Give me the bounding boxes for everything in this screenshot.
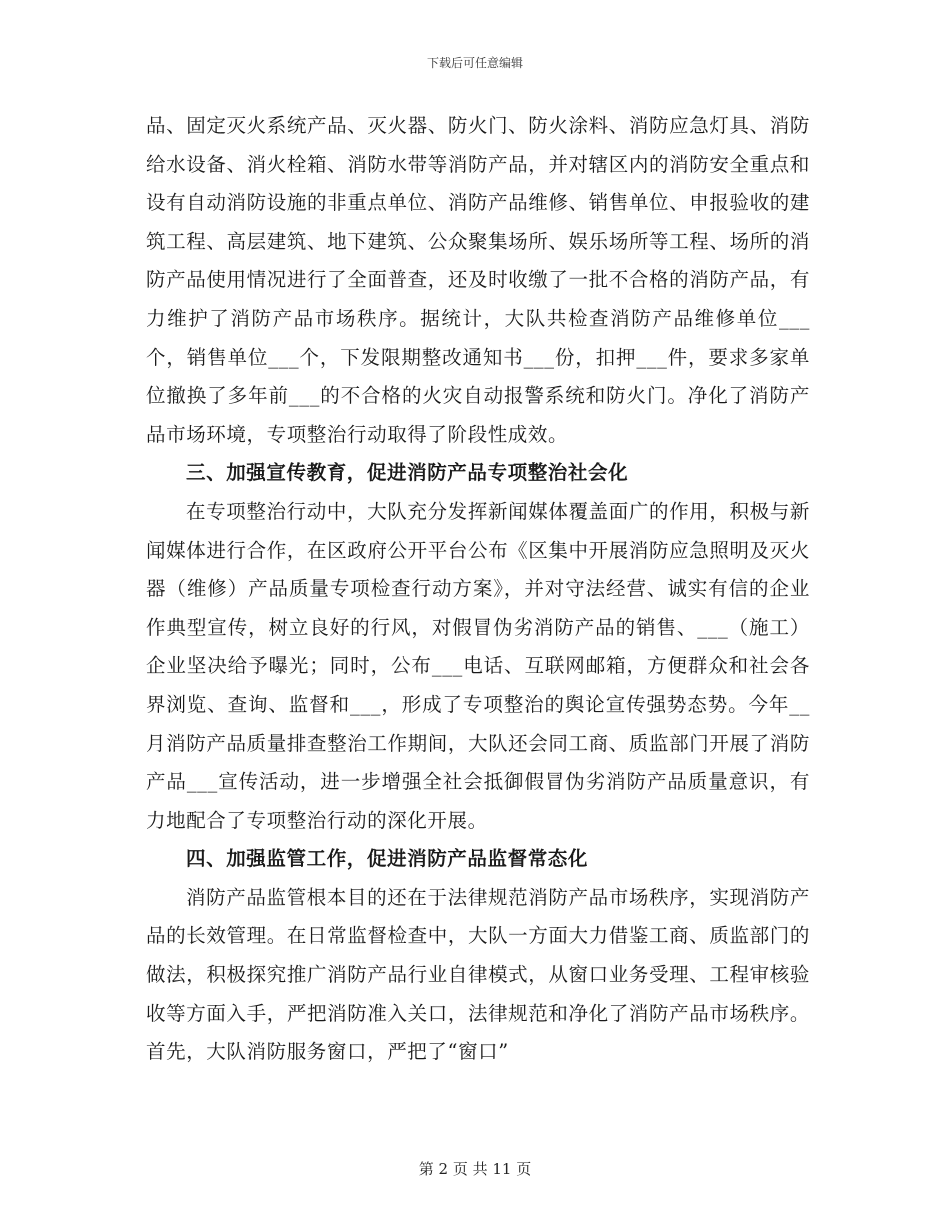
section-heading-3: 三、加强宣传教育，促进消防产品专项整治社会化 [186,461,629,485]
page-footer: 第 2 页 共 11 页 [418,1160,532,1178]
section-heading-4: 四、加强监管工作，促进消防产品监督常态化 [186,847,589,871]
page-header: 下载后可任意编辑 [426,56,523,70]
paragraph-supervision: 消防产品监管根本目的还在于法律规范消防产品市场秩序，实现消防产品的长效管理。在日常监督检查中，大队一方面大力借鉴工商、质监部门的做法，积极探究推广消防产品行业自律模式，从窗口业务受理、工程审核验收等方面入手，严把消防准入关口，法律规范和净化了消防产品市场秩序。首先，大队消防服务窗口，严把了“窗口” [146,885,810,1064]
paragraph-publicity: 在专项整治行动中，大队充分发挥新闻媒体覆盖面广的作用，积极与新闻媒体进行合作，在区政府公开平台公布《区集中开展消防应急照明及灭火器（维修）产品质量专项检查行动方案》，并对守法经营、诚实有信的企业作典型宣传，树立良好的行风，对假冒伪劣消防产品的销售、___（施工）企业坚决给予曝光；同时，公布___电话、互联网邮箱，方便群众和社会各界浏览、查询、监督和___，形成了专项整治的舆论宣传强势态势。今年__月消防产品质量排查整治工作期间，大队还会同工商、质监部门开展了消防产品___宣传活动，进一步增强全社会抵御假冒伪劣消防产品质量意识，有力地配合了专项整治行动的深化开展。 [146,499,810,832]
paragraph-continued: 品、固定灭火系统产品、灭火器、防火门、防火涂料、消防应急灯具、消防给水设备、消火栓箱、消防水带等消防产品，并对辖区内的消防安全重点和设有自动消防设施的非重点单位、消防产品维修、销售单位、申报验收的建筑工程、高层建筑、地下建筑、公众聚集场所、娱乐场所等工程、场所的消防产品使用情况进行了全面普查，还及时收缴了一批不合格的消防产品，有力维护了消防产品市场秩序。据统计，大队共检查消防产品维修单位___个，销售单位___个，下发限期整改通知书___份，扣押___件，要求多家单位撤换了多年前___的不合格的火灾自动报警系统和防火门。净化了消防产品市场环境，专项整治行动取得了阶段性成效。 [146,114,810,446]
document-body [146,107,810,1072]
